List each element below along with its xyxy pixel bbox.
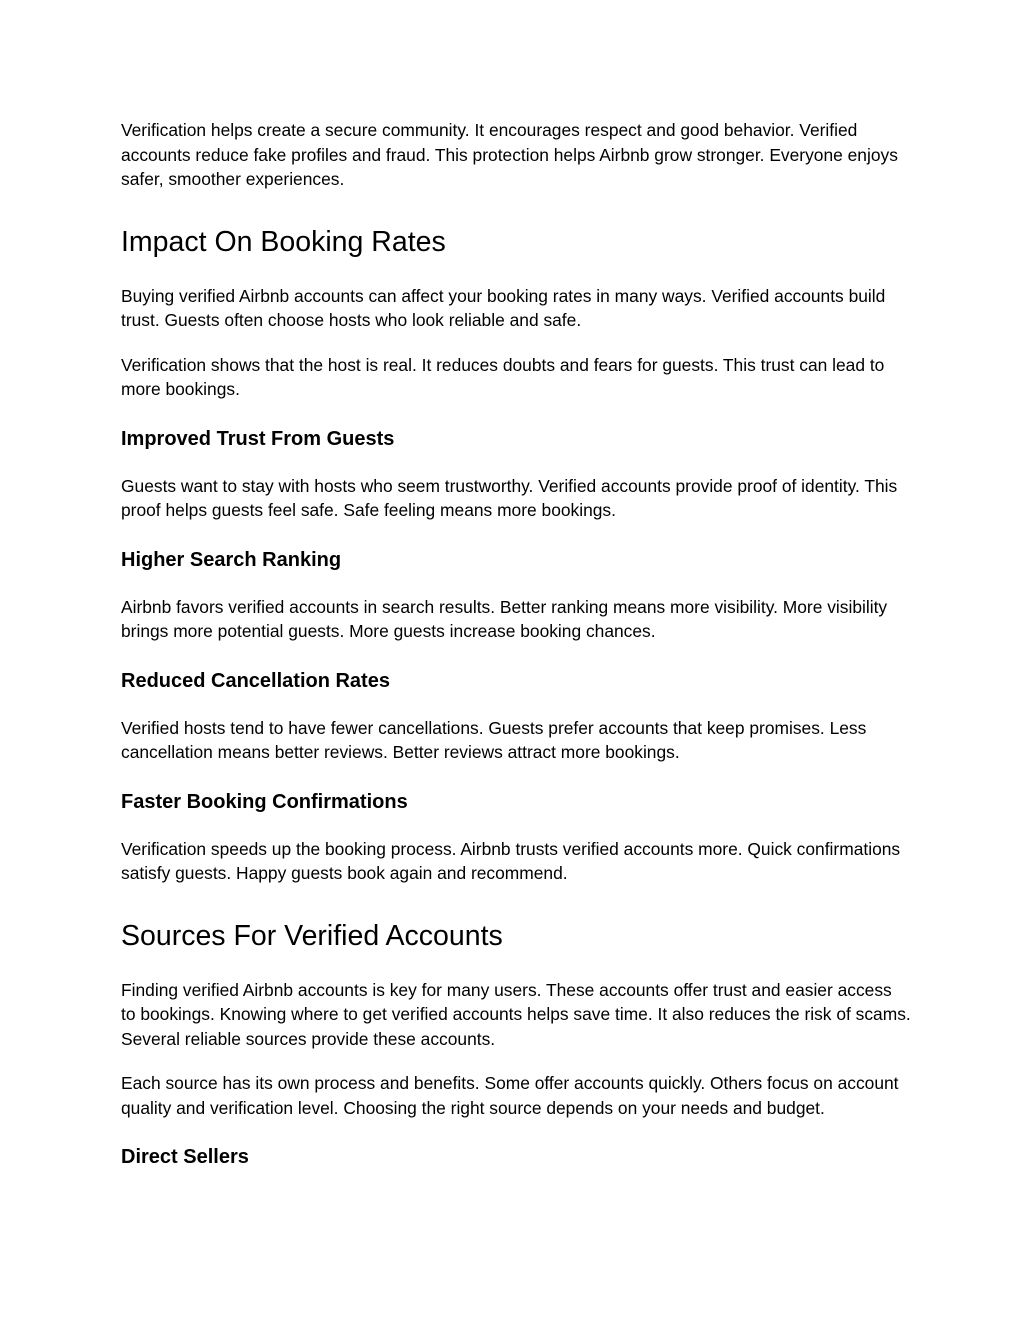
sources-paragraph-2: Each source has its own process and benefits. Some offer accounts quickly. Others focus on account quality and verification level. Choosing the right source depends on your needs and budget.: [121, 1073, 899, 1118]
cancellation-paragraph: Verified hosts tend to have fewer cancellations. Guests prefer accounts that keep promises. Less cancellation means better reviews. Better reviews attract more bookings.: [121, 717, 867, 762]
confirmations-subheading: Faster Booking Confirmations: [121, 790, 408, 813]
confirmations-paragraph: Verification speeds up the booking process. Airbnb trusts verified accounts more. Quick confirmations satisfy guests. Happy guests book again and recommend.: [121, 838, 901, 883]
impact-heading: Impact On Booking Rates: [121, 225, 446, 258]
impact-paragraph-2: Verification shows that the host is real. It reduces doubts and fears for guests. This trust can lead to more bookings.: [121, 354, 885, 399]
intro-paragraph: Verification helps create a secure community. It encourages respect and good behavior. Verified accounts reduce fake profiles and fraud. This protection helps Airbnb grow stronger. Everyone enjoys safer, smoother experiences.: [121, 120, 898, 189]
sources-heading: Sources For Verified Accounts: [121, 919, 503, 952]
trust-paragraph: Guests want to stay with hosts who seem trustworthy. Verified accounts provide proof of identity. This proof helps guests feel safe. Safe feeling means more bookings.: [121, 475, 898, 520]
sources-paragraph-1: Finding verified Airbnb accounts is key for many users. These accounts offer trust and easier access to bookings. Knowing where to get verified accounts helps save time. It also reduces the risk of scams. Several reliable sources provide these accounts.: [121, 979, 911, 1049]
impact-paragraph-1: Buying verified Airbnb accounts can affect your booking rates in many ways. Verified accounts build trust. Guests often choose hosts who look reliable and safe.: [121, 285, 886, 330]
cancellation-subheading: Reduced Cancellation Rates: [121, 669, 390, 692]
ranking-subheading: Higher Search Ranking: [121, 548, 342, 571]
trust-subheading: Improved Trust From Guests: [121, 427, 395, 450]
direct-sellers-subheading: Direct Sellers: [121, 1146, 249, 1168]
ranking-paragraph: Airbnb favors verified accounts in search results. Better ranking means more visibility. More visibility brings more potential guests. More guests increase booking chances.: [121, 596, 888, 641]
document-page: [121, 118, 911, 1170]
